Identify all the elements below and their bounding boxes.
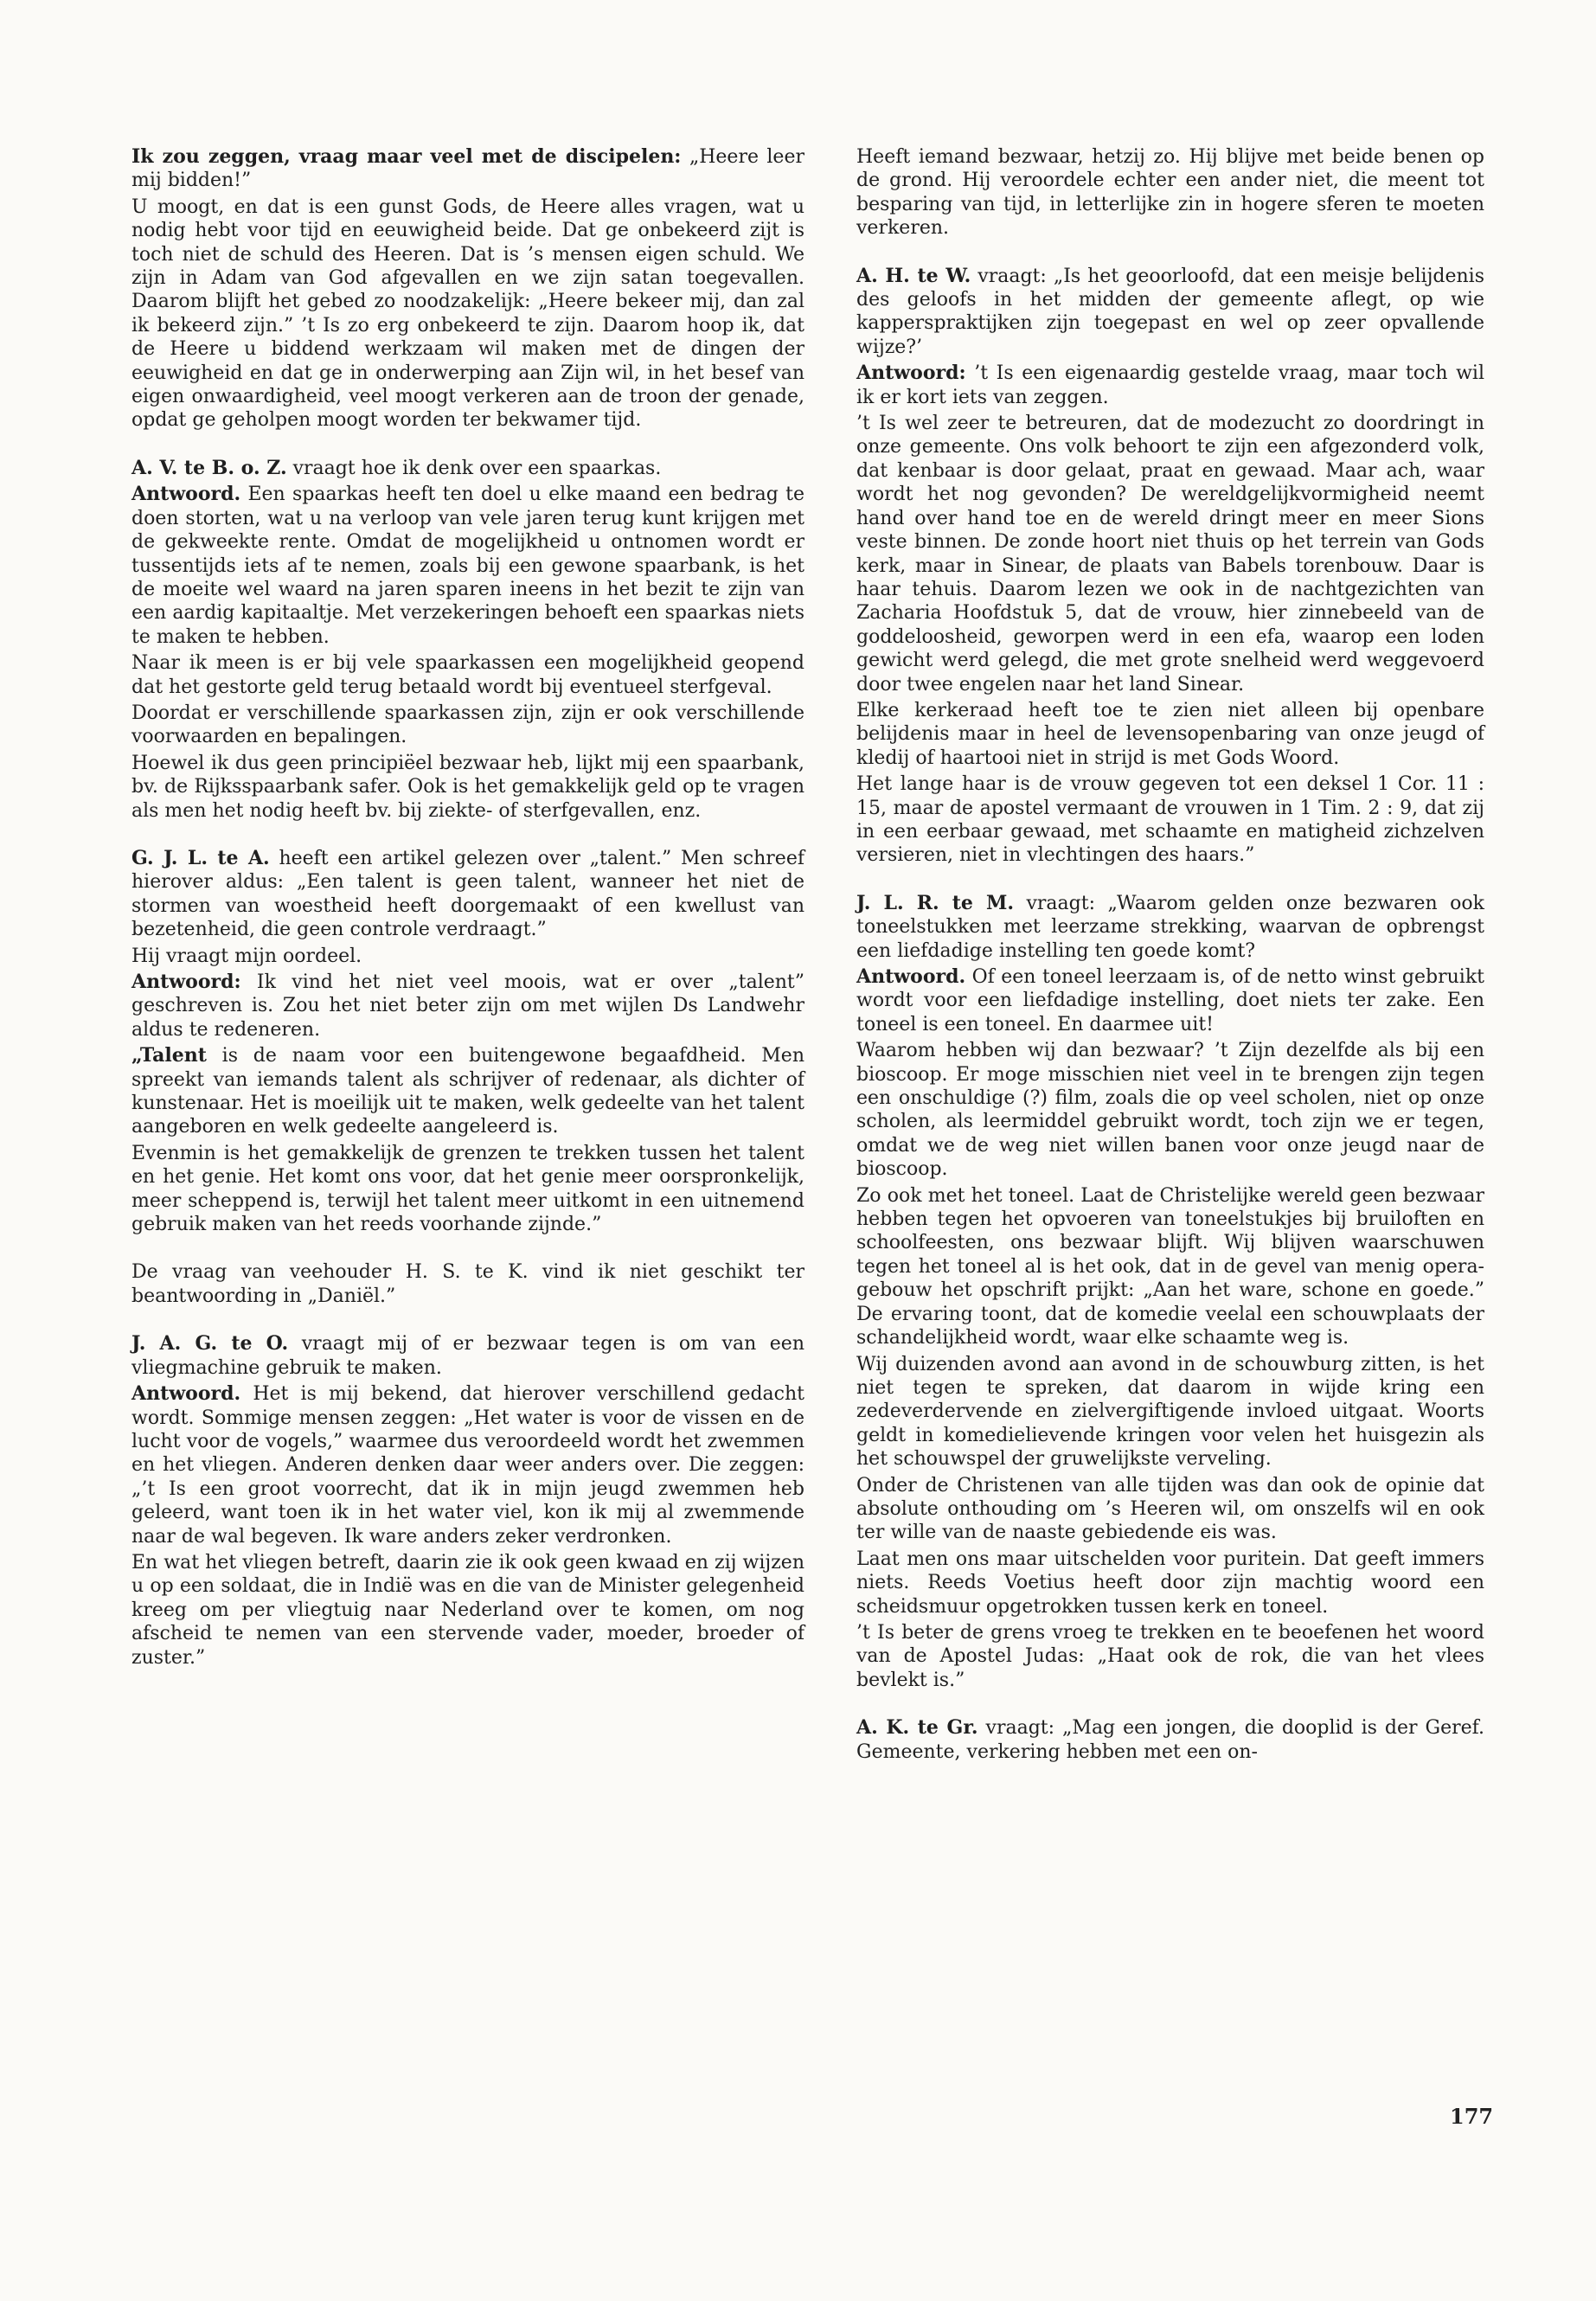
- paragraph: [131, 702, 804, 749]
- paragraph: [131, 971, 804, 1042]
- paragraph: [131, 483, 804, 649]
- paragraph-text: Laat men ons maar uitschelden voor puritein. Dat geeft immers niets. Reeds Voetius heeft door zijn machtig woord een scheidsmuur opgetrokken tussen kerk en toneel.: [856, 1548, 1484, 1618]
- left-column: [131, 145, 804, 1670]
- paragraph-text: ’t Is wel zeer te betreuren, dat de modezucht zo doordringt in onze gemeente. Ons volk behoort te zijn een afgezonderd volk, dat kenbaar is door gelaat, praat en gewaad. Maar ach, waar wordt het nog gevonden? De wereldgelijkvormigheid neemt hand over hand toe en de wereld dringt meer en meer Sions veste binnen. De zonde hoort niet thuis op het terrein van Gods kerk, maar in Sinear, de plaats van Babels torenbouw. Daar is haar tehuis. Daarom lezen we ook in de nachtgezichten van Zacharia Hoofdstuk 5, dat de vrouw, hier zinnebeeld van de goddeloosheid, geworpen werd in een efa, waarop een loden gewicht werd gelegd, die met grote snelheid werd weggevoerd door twee engelen naar het land Sinear.: [856, 413, 1484, 695]
- paragraph: [856, 1353, 1484, 1471]
- paragraph: [131, 1382, 804, 1548]
- paragraph-text: heeft een artikel gelezen over „talent.” Men schreef hierover aldus: „Een talent is geen talent, wanneer het niet de stormen van woestheid heeft doorgemaakt of een kwellust van bezetenheid, die geen controle verdraagt.”: [131, 847, 804, 941]
- paragraph-text: is de naam voor een buitengewone begaafdheid. Men spreekt van iemands talent als schrijver of redenaar, als dichter of kunstenaar. Het is moeilijk uit te maken, welk gedeelte van het talent aangeboren en welk gedeelte aangeleerd is.: [131, 1045, 804, 1138]
- paragraph: [131, 145, 804, 193]
- paragraph: [131, 945, 804, 968]
- paragraph-text: Elke kerkeraad heeft toe te zien niet alleen bij openbare belijdenis maar in heel de levensopenbaring van onze jeugd of kledij of haartooi niet in strijd is met Gods Woord.: [856, 699, 1484, 769]
- paragraph-text: Ik vind het niet veel moois, wat er over „talent” geschreven is. Zou het niet beter zijn om met wijlen Ds Landwehr aldus te redeneren.: [131, 971, 804, 1041]
- paragraph-lead: Antwoord.: [131, 483, 241, 506]
- paragraph: [856, 1716, 1484, 1764]
- paragraph-lead: „Talent: [131, 1044, 207, 1067]
- paragraph-text: De vraag van veehouder H. S. te K. vind ik niet geschikt ter beantwoording in „Daniël.”: [131, 1261, 804, 1307]
- paragraph: [856, 265, 1484, 360]
- paragraph: [856, 892, 1484, 963]
- paragraph-text: Waarom hebben wij dan bezwaar? ’t Zijn dezelfde als bij een bioscoop. Er moge misschien niet veel in te brengen zijn tegen een onschuldige (?) film, zoals die op veel scholen, niet op onze scholen, als leermiddel gebruikt wordt, toch zijn we er tegen, omdat we de weg niet willen banen voor onze jeugd naar de bioscoop.: [856, 1040, 1484, 1181]
- paragraph-lead: A. K. te Gr.: [856, 1716, 978, 1740]
- paragraph-text: vraagt mij of er bezwaar tegen is om van een vliegmachine gebruik te maken.: [131, 1333, 804, 1379]
- paragraph: [856, 412, 1484, 696]
- paragraph: [856, 362, 1484, 409]
- paragraph-text: vraagt hoe ik denk over een spaarkas.: [286, 457, 662, 479]
- paragraph: [131, 457, 804, 480]
- paragraph-lead: Antwoord:: [856, 362, 966, 385]
- paragraph: [856, 1621, 1484, 1692]
- paragraph-lead: Antwoord.: [131, 1382, 241, 1406]
- paragraph-text: „Heere leer mij bidden!”: [131, 146, 804, 192]
- page-number: 177: [1450, 2104, 1494, 2129]
- paragraph-text: U moogt, en dat is een gunst Gods, de Heere alles vragen, wat u nodig hebt voor tijd en eeuwigheid beide. Dat ge onbekeerd zijt is toch niet de schuld des Heeren. Dat is ’s mensen eigen schuld. We zijn in Adam van God afgevallen en we zijn satan toegevallen. Daarom blijft het gebed zo noodzakelijk: „Heere bekeer mij, dan zal ik bekeerd zijn.” ’t Is zo erg onbekeerd te zijn. Daarom hoop ik, dat de Heere u biddend werkzaam wil maken met de dingen der eeuwigheid en dat ge in onderwerping aan Zijn wil, in het besef van eigen onwaardigheid, veel moogt verkeren aan de troon der genade, opdat ge geholpen moogt worden ter bekwamer tijd.: [131, 195, 804, 432]
- paragraph-lead: J. A. G. te O.: [131, 1332, 289, 1356]
- paragraph-text: Hij vraagt mijn oordeel.: [131, 945, 362, 967]
- paragraph: [131, 1044, 804, 1139]
- paragraph-text: ’t Is beter de grens vroeg te trekken en te beoefenen het woord van de Apostel Judas: „Haat ook de rok, die van het vlees bevlekt is.”: [856, 1621, 1484, 1691]
- paragraph-text: Zo ook met het toneel. Laat de Christelijke wereld geen bezwaar hebben tegen het opvoeren van toneelstukjes bij bruiloften en schoolfeesten, ons bezwaar blijft. Wij blijven waarschuwen tegen het toneel al is het ook, dat in de gevel van menig opera-gebouw het opschrift prijkt: „Aan het ware, schone en goede.” De ervaring toont, dat de komedie veelal een schouwplaats der schandelijkheid wordt, waar elke schaamte weg is.: [856, 1184, 1484, 1349]
- paragraph-lead: J. L. R. te M.: [856, 891, 1015, 914]
- paragraph: [131, 752, 804, 823]
- right-column: [856, 145, 1484, 1764]
- paragraph-text: Doordat er verschillende spaarkassen zijn, zijn er ook verschillende voorwaarden en bepalingen.: [131, 702, 804, 748]
- paragraph: [131, 651, 804, 699]
- paragraph-text: Evenmin is het gemakkelijk de grenzen te trekken tussen het talent en het genie. Het komt ons voor, dat het genie meer oorspronkelijk, meer scheppend is, terwijl het talent meer uitkomt in een uitnemend gebruik maken van het reeds voorhande zijnde.”: [131, 1142, 804, 1236]
- paragraph-text: En wat het vliegen betreft, daarin zie ik ook geen kwaad en zij wijzen u op een soldaat, die in Indië was en die van de Minister gelegenheid kreeg om per vliegtuig naar Nederland over te komen, om nog afscheid te nemen van een stervende vader, moeder, broeder of zuster.”: [131, 1551, 804, 1669]
- paragraph-lead: Ik zou zeggen, vraag maar veel met de discipelen:: [131, 145, 682, 168]
- paragraph: [856, 965, 1484, 1036]
- paragraph: [131, 1551, 804, 1670]
- paragraph: [131, 1142, 804, 1237]
- paragraph-text: Naar ik meen is er bij vele spaarkassen een mogelijkheid geopend dat het gestorte geld terug betaald wordt bij eventueel sterfgeval.: [131, 652, 804, 698]
- paragraph: [131, 847, 804, 942]
- paragraph-lead: Antwoord:: [131, 971, 241, 993]
- paragraph: [856, 699, 1484, 770]
- paragraph-text: Het is mij bekend, dat hierover verschillend gedacht wordt. Sommige mensen zeggen: „Het water is voor de vissen en de lucht voor de vogels,” waarmee dus veroordeeld wordt het zwemmen en het vliegen. Anderen denken daar weer anders over. Die zeggen: „’t Is een groot voorrecht, dat ik in mijn jeugd zwemmen heb geleerd, want toen ik in het water viel, kon ik mij al zwemmende naar de wal begeven. Ik ware anders zeker verdronken.: [131, 1383, 804, 1548]
- paragraph-text: Een spaarkas heeft ten doel u elke maand een bedrag te doen storten, wat u na verloop van vele jaren terug kunt krijgen met de gekweekte rente. Omdat de mogelijkheid u ontnomen wordt er tussentijds iets af te nemen, zoals bij een gewone spaarbank, is het de moeite wel waard na jaren sparen ineens in het bezit te zijn van een aardig kapitaaltje. Met verzekeringen behoeft een spaarkas niets te maken te hebben.: [131, 484, 804, 648]
- paragraph: [856, 1474, 1484, 1545]
- paragraph-text: vraagt: „Is het geoorloofd, dat een meisje belijdenis des geloofs in het midden der gemeente aflegt, op wie kapperspraktijken zijn toegepast en wel op zeer opvallende wijze?’: [856, 265, 1484, 358]
- paragraph: [856, 1184, 1484, 1350]
- paragraph-text: Of een toneel leerzaam is, of de netto winst gebruikt wordt voor een liefdadige instelling, doet niets ter zake. Een toneel is een toneel. En daarmee uit!: [856, 966, 1484, 1035]
- paragraph-text: Heeft iemand bezwaar, hetzij zo. Hij blijve met beide benen op de grond. Hij veroordele echter een ander niet, die meent tot besparing van tijd, in letterlijke zin in hogere sferen te moeten verkeren.: [856, 146, 1484, 240]
- paragraph: [131, 195, 804, 433]
- paragraph: [131, 1332, 804, 1380]
- paragraph-lead: Antwoord.: [856, 965, 966, 988]
- paragraph-text: Wij duizenden avond aan avond in de schouwburg zitten, is het niet tegen te spreken, dat daarom in wijde kring een zedeverdervende en zielvergiftigende invloed uitgaat. Woorts geldt in komedielievende kringen voor velen het huisgezin als het schouwspel der gruwelijkste verveling.: [856, 1353, 1484, 1471]
- paragraph: [856, 1548, 1484, 1618]
- paragraph-lead: A. H. te W.: [856, 264, 971, 287]
- paragraph-text: Onder de Christenen van alle tijden was dan ook de opinie dat absolute onthouding om ’s Heeren wil, om onszelfs wil en ook ter wille van de naaste gebiedende eis was.: [856, 1474, 1484, 1544]
- paragraph-lead: A. V. te B. o. Z.: [131, 456, 287, 479]
- paragraph-text: Hoewel ik dus geen principiëel bezwaar heb, lijkt mij een spaarbank, bv. de Rijksspaarbank safer. Ook is het gemakkelijk geld op te vragen als men het nodig heeft bv. bij ziekte- of sterfgevallen, enz.: [131, 752, 804, 822]
- paragraph: [131, 1260, 804, 1308]
- paragraph-text: vraagt: „Mag een jongen, die dooplid is der Geref. Gemeente, verkering hebben met een on-: [856, 1717, 1484, 1763]
- paragraph: [856, 1039, 1484, 1181]
- paragraph-text: vraagt: „Waarom gelden onze bezwaren ook toneelstukken met leerzame strekking, waarvan de opbrengst een liefdadige instelling ten goede komt?: [856, 892, 1484, 962]
- paragraph: [856, 145, 1484, 240]
- paragraph-lead: G. J. L. te A.: [131, 846, 270, 869]
- paragraph-text: ’t Is een eigenaardig gestelde vraag, maar toch wil ik er kort iets van zeggen.: [856, 362, 1484, 408]
- paragraph: [856, 772, 1484, 868]
- paragraph-text: Het lange haar is de vrouw gegeven tot een deksel 1 Cor. 11 : 15, maar de apostel vermaant de vrouwen in 1 Tim. 2 : 9, dat zij in een eerbaar gewaad, met schaamte en matigheid zichzelven versieren, niet in vlechtingen des haars.”: [856, 773, 1484, 867]
